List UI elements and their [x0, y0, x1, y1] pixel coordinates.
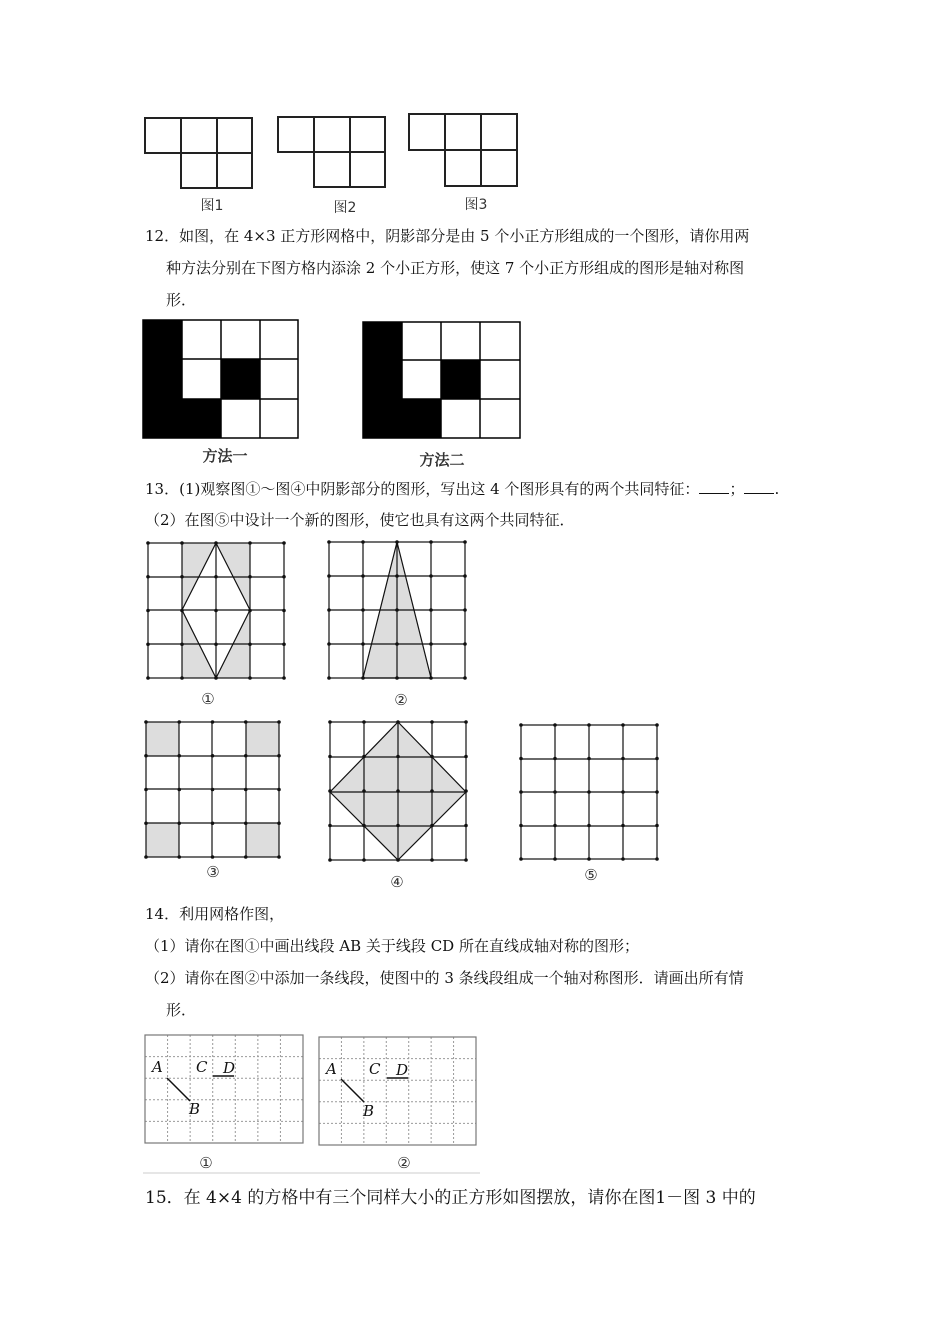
figure-caption: 图3: [464, 197, 488, 213]
method-caption: 方法一: [202, 447, 248, 465]
question-text: 利用网格作图，: [179, 905, 285, 923]
question-12-line3: 形．: [166, 291, 197, 309]
question-14-line2: （1）请你在图①中画出线段 AB 关于线段 CD 所在直线成轴对称的图形；: [145, 937, 639, 955]
question-number: 13．: [145, 480, 180, 498]
point-label-a: A: [152, 1058, 163, 1076]
question-number: 15．: [145, 1188, 184, 1208]
point-label-b: B: [363, 1102, 375, 1120]
figure-caption: ②: [397, 1154, 411, 1172]
point-label-d: D: [396, 1061, 409, 1079]
question-14-line3: （2）请你在图②中添加一条线段，使图中的 3 条线段组成一个轴对称图形．请画出所有情: [145, 969, 744, 987]
period: .: [774, 480, 780, 498]
question-text: 在 4×4 的方格中有三个同样大小的正方形如图摆放，请你在图1－图 3 中的: [183, 1188, 756, 1208]
question-text: 如图，在 4×3 正方形网格中，阴影部分是由 5 个小正方形组成的一个图形，请你用两: [179, 227, 750, 245]
figure-caption: ③: [206, 863, 220, 881]
figure-caption: ②: [394, 691, 408, 709]
point-label-b: B: [189, 1100, 201, 1118]
figure-caption: ①: [201, 690, 215, 708]
question-number: 12．: [145, 227, 180, 245]
separator: ；: [729, 480, 745, 498]
question-12-line2: 种方法分别在下图方格内添涂 2 个小正方形，使这 7 个小正方形组成的图形是轴对称图: [166, 259, 745, 277]
question-14-line4: 形．: [166, 1001, 197, 1019]
point-label-c: C: [369, 1060, 381, 1078]
point-label-a: A: [326, 1060, 337, 1078]
question-number: 14．: [145, 905, 180, 923]
point-label-d: D: [223, 1059, 236, 1077]
figure-caption: 图1: [200, 198, 224, 214]
question-13-line2: （2）在图⑤中设计一个新的图形，使它也具有这两个共同特征．: [145, 511, 575, 529]
figure-caption: ⑤: [584, 866, 598, 884]
question-15-line1: [145, 1188, 756, 1208]
method-caption: 方法二: [419, 451, 465, 469]
question-text: (1)观察图①～图④中阴影部分的图形，写出这 4 个图形具有的两个共同特征：: [179, 480, 700, 498]
figure-caption: 图2: [333, 200, 357, 216]
figure-caption: ④: [390, 873, 404, 891]
point-label-c: C: [196, 1058, 208, 1076]
figure-caption: ①: [199, 1154, 213, 1172]
